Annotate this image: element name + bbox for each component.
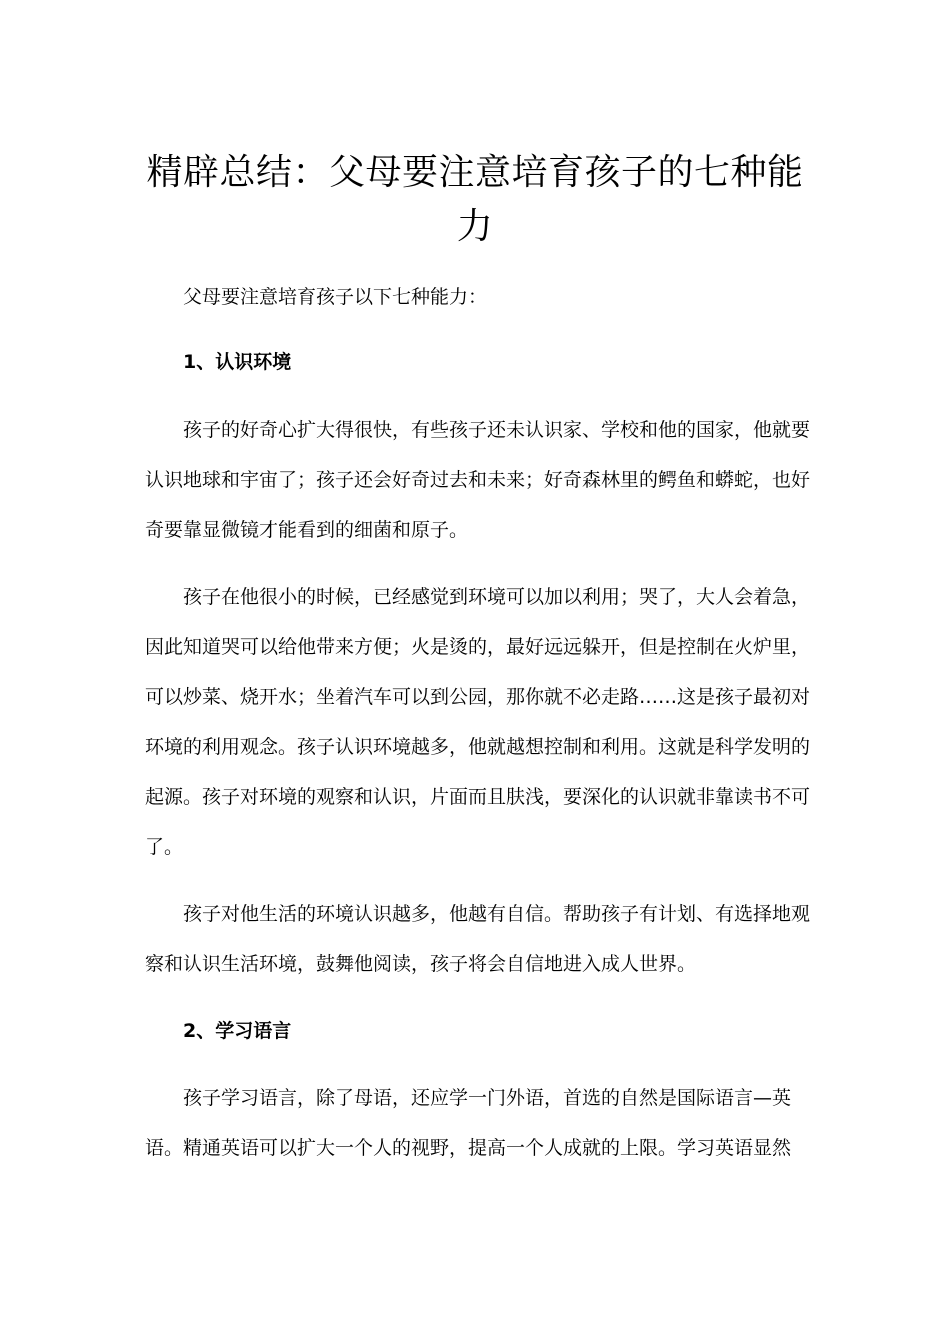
section-1-paragraph-1: 孩子的好奇心扩大得很快，有些孩子还未认识家、学校和他的国家，他就要认识地球和宇宙了；孩子还会好奇过去和未来；好奇森林里的鳄鱼和蟒蛇，也好奇要靠显微镜才能看到的细菌和原子。 <box>145 419 811 541</box>
section-1-paragraph-2: 孩子在他很小的时候，已经感觉到环境可以加以利用；哭了，大人会着急，因此知道哭可以给他带来方便；火是烫的，最好远远躲开，但是控制在火炉里，可以炒菜、烧开水；坐着汽车可以到公园，那你就不必走路……这是孩子最初对环境的利用观念。孩子认识环境越多，他就越想控制和利用。这就是科学发明的起源。孩子对环境的观察和认识，片面而且肤浅，要深化的认识就非靠读书不可了。 <box>145 586 811 858</box>
document-title: 精辟总结：父母要注意培育孩子的七种能力 <box>146 152 804 247</box>
intro-paragraph: 父母要注意培育孩子以下七种能力： <box>183 286 488 308</box>
section-heading-2: 2、学习语言 <box>183 1020 292 1042</box>
section-1-paragraph-3: 孩子对他生活的环境认识越多，他越有自信。帮助孩子有计划、有选择地观察和认识生活环境，鼓舞他阅读，孩子将会自信地进入成人世界。 <box>145 903 811 975</box>
section-heading-1: 1、认识环境 <box>183 351 292 373</box>
section-2-paragraph-1: 孩子学习语言，除了母语，还应学一门外语，首选的自然是国际语言—英语。精通英语可以扩大一个人的视野，提高一个人成就的上限。学习英语显然 <box>145 1087 792 1159</box>
